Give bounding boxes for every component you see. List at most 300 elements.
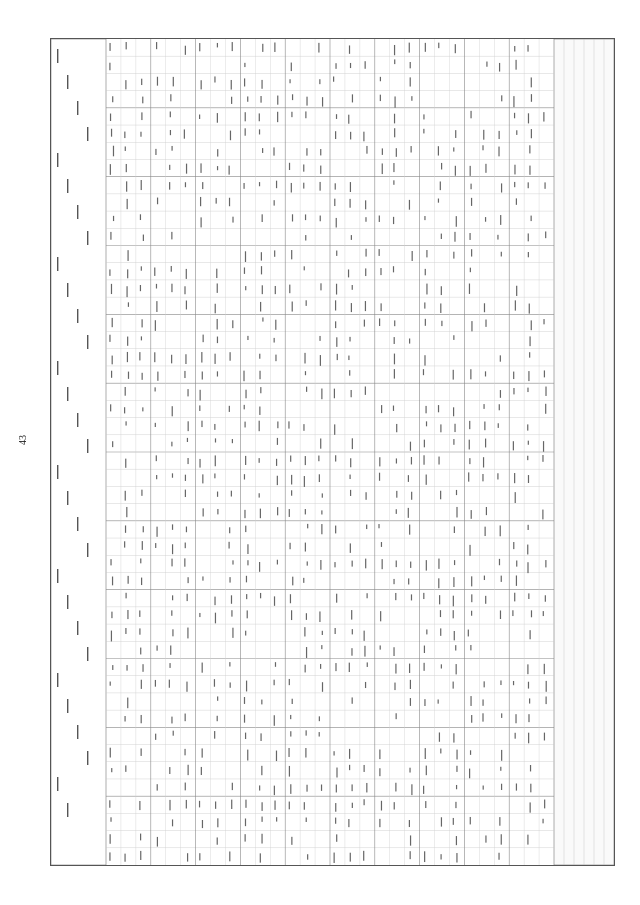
cell-text-mark — [201, 767, 202, 775]
cell-text-mark — [259, 562, 260, 572]
cell-text-mark — [484, 422, 485, 431]
cell-text-mark — [410, 698, 411, 706]
cell-text-mark — [244, 267, 245, 273]
cell-text-mark — [245, 800, 246, 808]
cell-text-mark — [262, 317, 263, 321]
cell-text-mark — [320, 182, 321, 191]
cell-text-mark — [306, 387, 307, 392]
cell-text-mark — [245, 128, 246, 135]
cell-text-mark — [304, 802, 305, 810]
row-label-mark — [87, 439, 88, 453]
cell-text-mark — [336, 218, 337, 228]
cell-text-mark — [185, 354, 186, 364]
cell-text-mark — [365, 682, 366, 688]
cell-text-mark — [292, 214, 293, 221]
cell-text-mark — [366, 146, 367, 154]
cell-text-mark — [335, 63, 336, 69]
cell-text-mark — [335, 526, 336, 534]
cell-text-mark — [217, 509, 218, 514]
row-label-mark — [57, 361, 58, 375]
cell-text-mark — [438, 699, 439, 703]
cell-text-mark — [440, 181, 441, 190]
cell-text-mark — [143, 526, 144, 532]
cell-text-mark — [423, 786, 424, 794]
cell-text-mark — [409, 200, 410, 210]
cell-text-mark — [438, 578, 439, 588]
cell-text-mark — [498, 147, 499, 157]
cell-text-mark — [229, 406, 230, 412]
cell-text-mark — [411, 492, 412, 500]
cell-text-mark — [157, 77, 158, 86]
cell-text-mark — [514, 593, 515, 602]
cell-text-mark — [440, 749, 441, 754]
cell-text-mark — [366, 783, 367, 792]
cell-text-mark — [352, 803, 353, 808]
cell-text-mark — [382, 163, 383, 174]
cell-text-mark — [157, 372, 158, 381]
cell-text-mark — [410, 851, 411, 859]
cell-text-mark — [352, 784, 353, 791]
row-label-mark — [77, 517, 78, 531]
cell-text-mark — [125, 459, 126, 468]
row-label-mark — [57, 673, 58, 687]
cell-text-mark — [112, 577, 113, 586]
cell-text-mark — [351, 610, 352, 620]
cell-text-mark — [304, 353, 305, 364]
cell-text-mark — [273, 147, 274, 155]
cell-text-mark — [127, 269, 128, 278]
cell-text-mark — [485, 835, 486, 842]
cell-text-mark — [364, 646, 365, 657]
cell-text-mark — [393, 266, 394, 272]
cell-text-mark — [501, 750, 502, 761]
cell-text-mark — [528, 593, 529, 599]
cell-text-mark — [320, 438, 321, 448]
cell-text-mark — [274, 680, 275, 686]
cell-text-mark — [409, 768, 410, 773]
cell-text-mark — [305, 214, 306, 220]
cell-text-mark — [185, 46, 186, 55]
cell-text-mark — [545, 595, 546, 601]
cell-text-mark — [125, 628, 126, 634]
cell-text-mark — [544, 664, 545, 674]
cell-text-mark — [321, 645, 322, 649]
cell-text-mark — [453, 577, 454, 587]
cell-text-mark — [187, 438, 188, 442]
cell-text-mark — [516, 130, 517, 135]
cell-text-mark — [528, 252, 529, 257]
cell-text-mark — [365, 386, 366, 394]
cell-text-mark — [292, 302, 293, 312]
cell-text-mark — [262, 44, 263, 52]
cell-text-mark — [394, 320, 395, 326]
cell-text-mark — [544, 370, 545, 377]
cell-text-mark — [274, 338, 275, 343]
cell-text-mark — [468, 472, 469, 481]
cell-text-mark — [291, 183, 292, 193]
cell-text-mark — [516, 198, 517, 204]
cell-text-mark — [454, 424, 455, 432]
cell-text-mark — [217, 337, 218, 344]
cell-text-mark — [126, 181, 127, 191]
cell-text-mark — [289, 285, 290, 294]
cell-text-mark — [531, 94, 532, 102]
cell-text-mark — [172, 544, 173, 554]
cell-text-mark — [305, 509, 306, 514]
cell-text-mark — [335, 818, 336, 824]
cell-text-mark — [141, 79, 142, 85]
cell-text-mark — [527, 456, 528, 460]
cell-text-mark — [247, 560, 248, 565]
cell-text-mark — [276, 459, 277, 466]
cell-text-mark — [456, 216, 457, 227]
cell-text-mark — [380, 645, 381, 649]
cell-text-mark — [336, 114, 337, 119]
cell-text-mark — [393, 163, 394, 172]
cell-text-mark — [440, 854, 441, 859]
cell-text-mark — [289, 679, 290, 685]
cell-text-mark — [426, 629, 427, 634]
cell-text-mark — [529, 166, 530, 175]
cell-text-mark — [394, 802, 395, 809]
cell-text-mark — [199, 613, 200, 617]
cell-text-mark — [199, 801, 200, 808]
cell-text-mark — [217, 166, 218, 170]
cell-text-mark — [155, 387, 156, 391]
cell-text-mark — [441, 234, 442, 239]
cell-text-mark — [438, 43, 439, 48]
cell-text-mark — [322, 631, 323, 635]
cell-text-mark — [453, 335, 454, 340]
cell-text-mark — [215, 801, 216, 808]
cell-text-mark — [336, 785, 337, 793]
cell-text-mark — [214, 597, 215, 606]
cell-text-mark — [352, 94, 353, 102]
cell-text-mark — [155, 320, 156, 331]
cell-text-mark — [245, 286, 246, 290]
cell-text-mark — [214, 76, 215, 82]
cell-text-mark — [501, 183, 502, 192]
cell-text-mark — [143, 235, 144, 241]
cell-text-mark — [259, 371, 260, 379]
cell-text-mark — [423, 114, 424, 119]
cell-text-mark — [244, 78, 245, 86]
cell-text-mark — [319, 716, 320, 721]
cell-text-mark — [470, 369, 471, 379]
cell-text-mark — [408, 475, 409, 482]
cell-text-mark — [247, 544, 248, 554]
cell-text-mark — [231, 80, 232, 90]
cell-text-mark — [110, 164, 111, 175]
cell-text-mark — [306, 818, 307, 822]
cell-text-mark — [141, 748, 142, 755]
cell-text-mark — [453, 682, 454, 689]
cell-text-mark — [186, 301, 187, 310]
cell-text-mark — [306, 97, 307, 106]
cell-text-mark — [350, 132, 351, 140]
cell-text-mark — [199, 853, 200, 860]
cell-text-mark — [319, 474, 320, 482]
cell-text-mark — [483, 786, 484, 790]
cell-text-mark — [365, 268, 366, 276]
cell-text-mark — [186, 164, 187, 174]
cell-text-mark — [484, 576, 485, 580]
cell-text-mark — [379, 749, 380, 759]
cell-text-mark — [141, 180, 142, 190]
cell-text-mark — [365, 559, 366, 569]
cell-text-mark — [337, 354, 338, 360]
cell-text-mark — [441, 664, 442, 668]
cell-text-mark — [381, 405, 382, 413]
cell-text-mark — [111, 612, 112, 619]
cell-text-mark — [454, 232, 455, 242]
cell-text-mark — [349, 765, 350, 770]
cell-text-mark — [351, 390, 352, 397]
cell-text-mark — [500, 610, 501, 619]
cell-text-mark — [141, 715, 142, 723]
cell-text-mark — [335, 628, 336, 634]
cell-text-mark — [322, 682, 323, 692]
cell-text-mark — [365, 200, 366, 209]
cell-text-mark — [127, 698, 128, 709]
cell-text-mark — [228, 542, 229, 549]
cell-text-mark — [393, 406, 394, 411]
cell-text-mark — [350, 63, 351, 68]
cell-text-mark — [111, 371, 112, 378]
cell-text-mark — [305, 748, 306, 758]
cell-text-mark — [410, 62, 411, 68]
cell-text-mark — [527, 424, 528, 430]
cell-text-mark — [199, 405, 200, 411]
cell-text-mark — [514, 46, 515, 52]
cell-text-mark — [171, 232, 172, 240]
cell-text-mark — [109, 43, 110, 51]
cell-text-mark — [498, 423, 499, 428]
cell-text-mark — [217, 696, 218, 700]
cell-text-mark — [275, 286, 276, 294]
cell-text-mark — [335, 803, 336, 812]
cell-text-mark — [125, 80, 126, 89]
cell-text-mark — [396, 560, 397, 567]
cell-text-mark — [291, 250, 292, 259]
cell-text-mark — [229, 577, 230, 582]
cell-text-mark — [261, 266, 262, 274]
cell-text-mark — [514, 113, 515, 118]
cell-text-mark — [514, 473, 515, 483]
cell-text-mark — [171, 284, 172, 292]
cell-text-mark — [352, 285, 353, 290]
cell-text-mark — [217, 113, 218, 123]
cell-text-mark — [470, 184, 471, 190]
cell-text-mark — [455, 44, 456, 53]
cell-text-mark — [154, 267, 155, 275]
cell-text-mark — [305, 235, 306, 240]
cell-text-mark — [275, 320, 276, 330]
cell-text-mark — [215, 304, 216, 314]
cell-text-mark — [124, 407, 125, 413]
cell-text-mark — [110, 682, 111, 686]
cell-text-mark — [395, 593, 396, 600]
cell-text-mark — [184, 129, 185, 138]
cell-text-mark — [440, 303, 441, 313]
cell-text-mark — [485, 371, 486, 376]
cell-text-mark — [497, 235, 498, 240]
cell-text-mark — [171, 266, 172, 272]
cell-text-mark — [531, 320, 532, 330]
cell-text-mark — [335, 321, 336, 328]
cell-text-mark — [379, 249, 380, 256]
cell-text-mark — [453, 439, 454, 445]
cell-text-mark — [262, 148, 263, 153]
cell-text-mark — [412, 251, 413, 261]
cell-text-mark — [471, 249, 472, 256]
cell-text-mark — [438, 146, 439, 155]
cell-text-mark — [217, 716, 218, 721]
cell-text-mark — [109, 800, 110, 807]
cell-text-mark — [245, 631, 246, 636]
cell-text-mark — [171, 355, 172, 364]
cell-text-mark — [499, 817, 500, 826]
cell-text-mark — [349, 663, 350, 672]
cell-text-mark — [247, 610, 248, 618]
cell-text-mark — [351, 648, 352, 656]
cell-text-mark — [393, 180, 394, 184]
cell-text-mark — [486, 62, 487, 67]
cell-text-mark — [155, 680, 156, 687]
cell-text-mark — [125, 593, 126, 599]
cell-text-mark — [527, 545, 528, 555]
cell-text-mark — [365, 249, 366, 257]
cell-text-mark — [289, 509, 290, 517]
cell-text-mark — [231, 800, 232, 809]
cell-text-mark — [128, 576, 129, 584]
cell-text-mark — [501, 95, 502, 101]
cell-text-mark — [381, 801, 382, 811]
cell-text-mark — [243, 183, 244, 189]
cell-text-mark — [304, 476, 305, 487]
cell-text-mark — [364, 765, 365, 772]
row-label-mark — [57, 465, 58, 479]
cell-text-mark — [275, 355, 276, 362]
row-label-mark — [67, 179, 68, 193]
cell-text-mark — [112, 318, 113, 327]
row-label-mark — [77, 413, 78, 427]
cell-text-mark — [426, 284, 427, 295]
cell-text-mark — [156, 284, 157, 289]
cell-text-mark — [513, 372, 514, 379]
cell-text-mark — [528, 182, 529, 188]
cell-text-mark — [426, 421, 427, 426]
cell-text-mark — [350, 490, 351, 496]
cell-text-mark — [321, 784, 322, 790]
cell-text-mark — [169, 165, 170, 170]
cell-text-mark — [486, 507, 487, 515]
cell-text-mark — [542, 819, 543, 824]
cell-text-mark — [172, 819, 173, 826]
cell-text-mark — [453, 252, 454, 259]
cell-text-mark — [513, 542, 514, 549]
cell-text-mark — [232, 783, 233, 790]
table-grid — [51, 39, 614, 865]
cell-text-mark — [244, 715, 245, 723]
cell-text-mark — [500, 390, 501, 398]
cell-text-mark — [277, 96, 278, 105]
cell-text-mark — [172, 406, 173, 416]
cell-text-mark — [199, 459, 200, 468]
cell-text-mark — [348, 819, 349, 827]
cell-text-mark — [110, 748, 111, 758]
cell-text-mark — [186, 800, 187, 809]
cell-text-mark — [365, 217, 366, 222]
cell-text-mark — [291, 837, 292, 845]
cell-text-mark — [396, 424, 397, 432]
cell-text-mark — [188, 421, 189, 431]
cell-text-mark — [259, 407, 260, 415]
cell-text-mark — [229, 198, 230, 206]
cell-text-mark — [259, 785, 260, 790]
cell-text-mark — [187, 853, 188, 861]
cell-text-mark — [483, 404, 484, 409]
cell-text-mark — [202, 663, 203, 673]
cell-text-mark — [426, 475, 427, 485]
cell-text-mark — [259, 493, 260, 497]
cell-text-mark — [142, 664, 143, 672]
cell-text-mark — [261, 252, 262, 260]
cell-text-mark — [111, 631, 112, 642]
cell-text-mark — [139, 628, 140, 634]
cell-text-mark — [350, 458, 351, 467]
cell-text-mark — [500, 680, 501, 685]
cell-text-mark — [410, 442, 411, 451]
cell-text-mark — [127, 337, 128, 346]
cell-text-mark — [528, 733, 529, 744]
cell-text-mark — [319, 732, 320, 736]
cell-text-mark — [306, 647, 307, 658]
cell-text-mark — [141, 336, 142, 340]
cell-text-mark — [334, 424, 335, 434]
cell-text-mark — [113, 216, 114, 221]
cell-text-mark — [410, 680, 411, 689]
cell-text-mark — [336, 284, 337, 295]
cell-text-mark — [409, 43, 410, 53]
cell-text-mark — [128, 372, 129, 379]
cell-text-mark — [456, 853, 457, 862]
cell-text-mark — [484, 681, 485, 687]
cell-text-mark — [335, 455, 336, 461]
cell-text-mark — [456, 836, 457, 845]
cell-text-mark — [512, 610, 513, 616]
cell-text-mark — [214, 679, 215, 687]
cell-text-mark — [379, 318, 380, 326]
cell-text-mark — [365, 492, 366, 500]
cell-text-mark — [288, 748, 289, 757]
cell-text-mark — [139, 610, 140, 616]
cell-text-mark — [187, 389, 188, 396]
cell-text-mark — [469, 458, 470, 464]
cell-text-mark — [513, 96, 514, 107]
cell-text-mark — [516, 575, 517, 585]
cell-text-mark — [530, 802, 531, 812]
cell-text-mark — [245, 112, 246, 121]
cell-text-mark — [199, 43, 200, 51]
cell-text-mark — [395, 664, 396, 674]
cell-text-mark — [516, 560, 517, 566]
cell-text-mark — [382, 559, 383, 569]
cell-text-mark — [246, 594, 247, 599]
cell-text-mark — [469, 233, 470, 240]
cell-text-mark — [411, 784, 412, 795]
cell-text-mark — [456, 750, 457, 760]
